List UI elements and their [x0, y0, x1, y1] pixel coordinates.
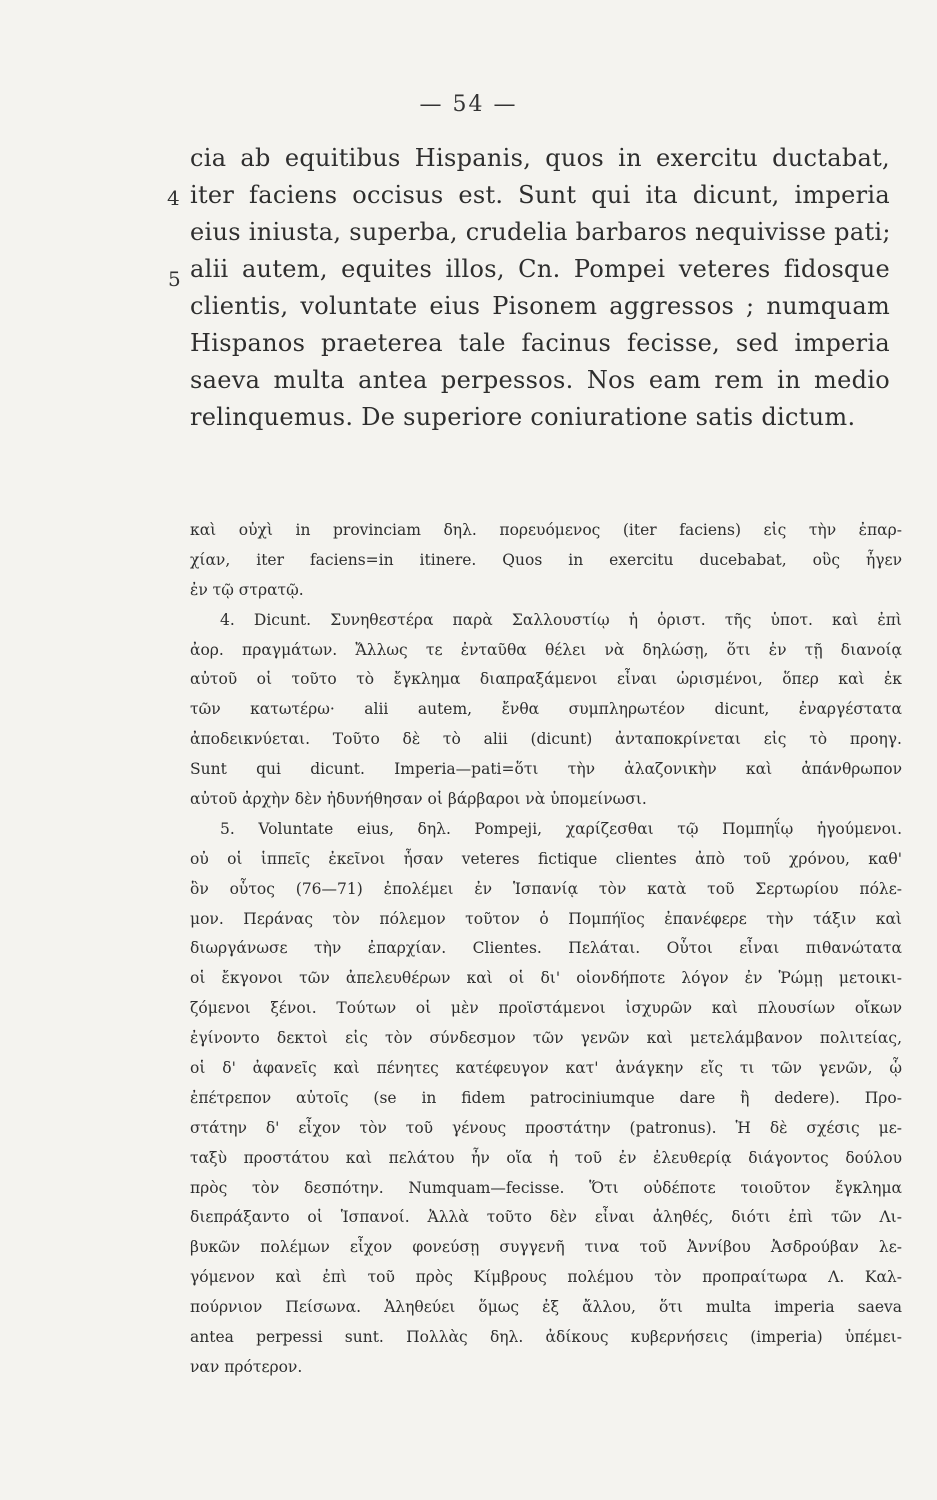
- main-text-line: Hispanos praeterea tale facinus fecisse, sed imperia: [190, 329, 890, 357]
- note-line: στάτην δ' εἶχον τὸν τοῦ γένους προστάτην (patronus). Ἡ δὲ σχέσις με-: [190, 1118, 902, 1137]
- note-line: τῶν κατωτέρω· alii autem, ἔνθα συμπληρωτέον dicunt, ἐναργέστατα: [190, 700, 902, 719]
- note-line: οὐ οἱ ἱππεῖς ἐκεῖνοι ἦσαν veteres fictique clientes ἀπὸ τοῦ χρόνου, καθ': [190, 849, 902, 868]
- note-line: καὶ οὐχὶ in provinciam δηλ. πορευόμενος (iter faciens) εἰς τὴν ἐπαρ-: [190, 521, 902, 539]
- note-line: ἐγίνοντο δεκτοὶ εἰς τὸν σύνδεσμον τῶν γενῶν καὶ μετελάμβανον πολιτείας,: [190, 1029, 902, 1048]
- main-text-line: saeva multa antea perpessos. Nos eam rem in medio: [190, 366, 890, 394]
- note-line: αὐτοῦ ἀρχὴν δὲν ἠδυνήθησαν οἱ βάρβαροι νὰ ὑπομείνωσι.: [190, 790, 647, 809]
- main-text: [190, 140, 890, 436]
- note-line: antea perpessi sunt. Πολλὰς δηλ. ἀδίκους κυβερνήσεις (imperia) ὑπέμει-: [190, 1328, 902, 1347]
- note-line: ἐπέτρεπον αὐτοῖς (se in fidem patrociniumque dare ἢ dedere). Προ-: [190, 1088, 902, 1107]
- note-line: βυκῶν πολέμων εἶχον φονεύσῃ συγγενῆ τινα τοῦ Ἀννίβου Ἀσδρούβαν λε-: [190, 1238, 902, 1257]
- note-line: 4. Dicunt. Συνηθεστέρα παρὰ Σαλλουστίῳ ἡ ὁριστ. τῆς ὑποτ. καὶ ἐπὶ: [220, 610, 902, 629]
- margin-number-4: 4: [167, 186, 180, 210]
- note-line: ἀποδεικνύεται. Τοῦτο δὲ τὸ alii (dicunt) ἀνταποκρίνεται εἰς τὸ προηγ.: [190, 730, 902, 749]
- main-text-line: alii autem, equites illos, Cn. Pompei veteres fidosque: [190, 255, 890, 283]
- main-text-line: relinquemus. De superiore coniuratione satis dictum.: [190, 403, 856, 431]
- note-line: πούρνιον Πείσωνα. Ἀληθεύει ὅμως ἐξ ἄλλου, ὅτι multa imperia saeva: [190, 1298, 902, 1317]
- main-text-line: cia ab equitibus Hispanis, quos in exercitu ductabat,: [190, 144, 890, 172]
- note-line: γόμενον καὶ ἐπὶ τοῦ πρὸς Κίμβρους πολέμου τὸν προπραίτωρα Λ. Καλ-: [190, 1268, 902, 1287]
- note-line: ὃν οὗτος (76—71) ἐπολέμει ἐν Ἱσπανίᾳ τὸν κατὰ τοῦ Σερτωρίου πόλε-: [190, 879, 902, 898]
- note-line: χίαν, iter faciens=in itinere. Quos in exercitu ducebabat, οὓς ἦγεν: [190, 550, 902, 569]
- main-text-line: iter faciens occisus est. Sunt qui ita dicunt, imperia: [190, 181, 890, 209]
- note-line: 5. Voluntate eius, δηλ. Pompeji, χαρίζεσθαι τῷ Πομπηΐῳ ἡγούμενοι.: [220, 819, 902, 838]
- note-line: Sunt qui dicunt. Imperia—pati=ὅτι τὴν ἀλαζονικὴν καὶ ἀπάνθρωπον: [190, 760, 902, 779]
- note-line: πρὸς τὸν δεσπότην. Numquam—fecisse. Ὅτι οὐδέποτε τοιοῦτον ἔγκλημα: [190, 1178, 902, 1197]
- note-line: μον. Περάνας τὸν πόλεμον τοῦτον ὁ Πομπήϊος ἐπανέφερε τὴν τάξιν καὶ: [190, 909, 902, 928]
- note-line: ναν πρότερον.: [190, 1357, 303, 1376]
- commentary-notes: [190, 516, 902, 1383]
- note-line: αὐτοῦ οἱ τοῦτο τὸ ἔγκλημα διαπραξάμενοι εἶναι ὡρισμένοι, ὅπερ καὶ ἐκ: [190, 670, 902, 689]
- main-text-line: clientis, voluntate eius Pisonem aggressos ; numquam: [190, 292, 890, 320]
- note-line: διωργάνωσε τὴν ἐπαρχίαν. Clientes. Πελάται. Οὗτοι εἶναι πιθανώτατα: [190, 939, 902, 958]
- margin-number-5: 5: [168, 267, 181, 291]
- note-line: ἐν τῷ στρατῷ.: [190, 580, 304, 599]
- note-line: οἱ ἔκγονοι τῶν ἀπελευθέρων καὶ οἱ δι' οἱονδήποτε λόγον ἐν Ῥώμῃ μετοικι-: [190, 969, 902, 988]
- page-number: — 54 —: [419, 92, 518, 117]
- note-line: ἀορ. πραγμάτων. Ἄλλως τε ἐνταῦθα θέλει νὰ δηλώσῃ, ὅτι ἐν τῇ διανοίᾳ: [190, 640, 902, 659]
- main-text-line: eius iniusta, superba, crudelia barbaros nequivisse pati;: [190, 218, 891, 246]
- note-line: διεπράξαντο οἱ Ἱσπανοί. Ἀλλὰ τοῦτο δὲν εἶναι ἀληθές, διότι ἐπὶ τῶν Λι-: [190, 1208, 902, 1227]
- note-line: ζόμενοι ξένοι. Τούτων οἱ μὲν προϊστάμενοι ἰσχυρῶν καὶ πλουσίων οἴκων: [190, 999, 902, 1018]
- note-line: οἱ δ' ἀφανεῖς καὶ πένητες κατέφευγον κατ' ἀνάγκην εἴς τι τῶν γενῶν, ᾧ: [190, 1059, 902, 1078]
- note-line: ταξὺ προστάτου καὶ πελάτου ἦν οἵα ἡ τοῦ ἐν ἐλευθερίᾳ διάγοντος δούλου: [190, 1148, 902, 1167]
